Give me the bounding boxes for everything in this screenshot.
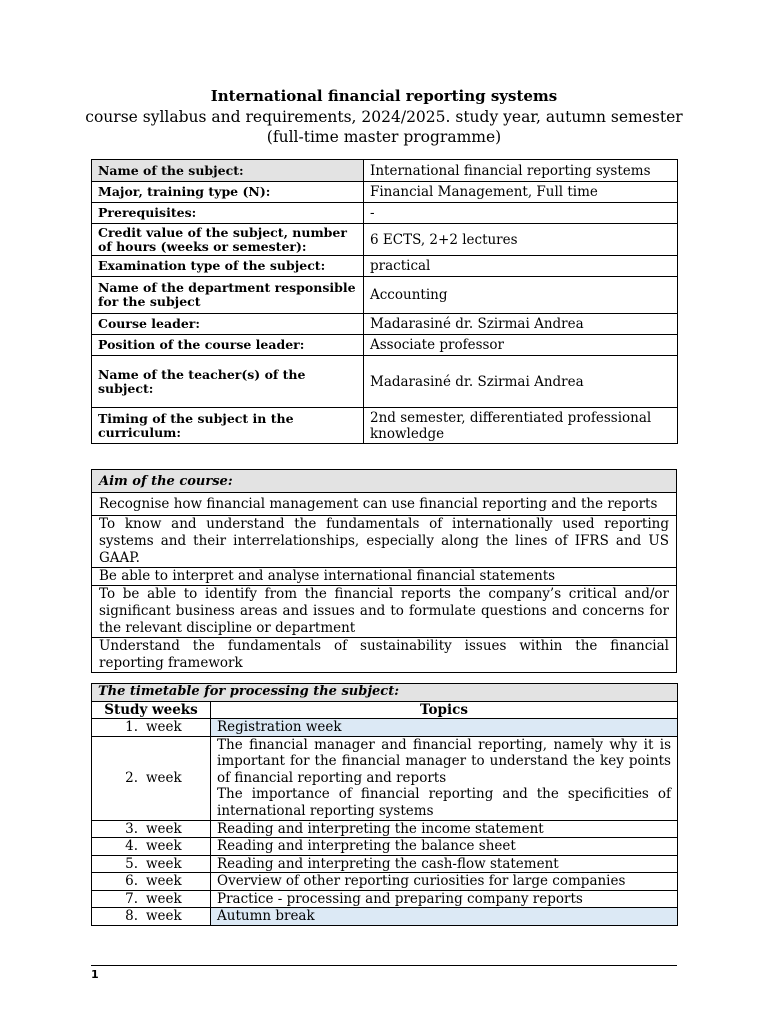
aim-item: Recognise how financial management can use financial reporting and the reports [92, 493, 677, 516]
timetable-table [91, 683, 678, 926]
table-row [92, 873, 678, 891]
topic-cell: Registration week [211, 719, 678, 737]
week-cell [92, 890, 211, 908]
subject-info-table [91, 159, 678, 444]
teachers-value: Madarasiné dr. Szirmai Andrea [364, 356, 678, 408]
week-label: week [146, 890, 182, 907]
timing-label: Timing of the subject in the curriculum: [92, 408, 364, 444]
table-row [92, 838, 678, 856]
timing-value: 2nd semester, differentiated professional knowledge [364, 408, 678, 444]
aim-item: Understand the fundamentals of sustainability issues within the financial reporting framework [92, 638, 677, 673]
topic-cell [211, 736, 678, 820]
document-subtitle-line2: (full-time master programme) [266, 128, 502, 146]
week-number: 5. [125, 855, 138, 872]
aim-heading: Aim of the course: [92, 470, 677, 493]
table-row [92, 408, 678, 444]
table-row [92, 182, 678, 203]
week-label: week [146, 820, 182, 837]
table-row [92, 256, 678, 277]
topic-cell: Reading and interpreting the balance sheet [211, 838, 678, 856]
week-number: 3. [125, 820, 138, 837]
department-value: Accounting [364, 277, 678, 314]
prerequisites-label: Prerequisites: [92, 203, 364, 224]
aim-item: To be able to identify from the financial reports the company’s critical and/or significant business areas and issues and to formulate questions and concerns for the relevant discipline or department [92, 586, 677, 638]
week-number: 7. [125, 890, 138, 907]
table-row [92, 638, 677, 673]
table-row [92, 890, 678, 908]
major-value: Financial Management, Full time [364, 182, 678, 203]
exam-type-value: practical [364, 256, 678, 277]
leader-position-value: Associate professor [364, 335, 678, 356]
subject-name-label: Name of the subject: [92, 160, 364, 182]
major-label: Major, training type (N): [92, 182, 364, 203]
topic-cell: Reading and interpreting the cash-flow statement [211, 855, 678, 873]
exam-type-label: Examination type of the subject: [92, 256, 364, 277]
credit-value-value: 6 ECTS, 2+2 lectures [364, 224, 678, 256]
week-cell [92, 820, 211, 838]
topic-paragraph: The financial manager and financial reporting, namely why it is important for the financial manager to understand the key points of financial reporting and reports [217, 736, 671, 786]
topic-cell: Overview of other reporting curiosities for large companies [211, 873, 678, 891]
document-title: International financial reporting systems [210, 87, 558, 105]
topic-paragraph: The importance of financial reporting and the specificities of international reporting systems [217, 786, 671, 819]
table-row [92, 701, 678, 719]
week-cell [92, 908, 211, 926]
table-row [92, 160, 678, 182]
table-row [92, 314, 678, 335]
week-label: week [146, 908, 182, 924]
prerequisites-value: - [364, 203, 678, 224]
table-row [92, 356, 678, 408]
timetable-heading: The timetable for processing the subject: [92, 684, 678, 702]
table-row [92, 203, 678, 224]
table-row [92, 855, 678, 873]
table-row [92, 820, 678, 838]
week-cell [92, 855, 211, 873]
table-row [92, 224, 678, 256]
aim-item: To know and understand the fundamentals of internationally used reporting systems and their interrelationships, especially along the lines of IFRS and US GAAP. [92, 516, 677, 568]
week-number: 4. [125, 838, 138, 854]
teachers-label: Name of the teacher(s) of the subject: [92, 356, 364, 408]
week-number: 1. [125, 719, 138, 735]
table-row [92, 277, 678, 314]
table-row [92, 719, 678, 737]
table-row [92, 586, 677, 638]
table-row [92, 493, 677, 516]
week-cell [92, 873, 211, 891]
topic-cell: Autumn break [211, 908, 678, 926]
department-label: Name of the department responsible for the subject [92, 277, 364, 314]
document-header [0, 86, 768, 147]
week-cell [92, 838, 211, 856]
week-label: week [146, 719, 182, 735]
aim-item: Be able to interpret and analyse international financial statements [92, 568, 677, 586]
table-row [92, 684, 678, 702]
week-label: week [146, 769, 182, 786]
subject-name-value: International financial reporting systems [364, 160, 678, 182]
course-leader-value: Madarasiné dr. Szirmai Andrea [364, 314, 678, 335]
week-cell [92, 736, 211, 820]
week-number: 2. [125, 769, 138, 786]
table-row [92, 516, 677, 568]
col-header-topics: Topics [211, 701, 678, 719]
col-header-weeks: Study weeks [92, 701, 211, 719]
table-row [92, 335, 678, 356]
credit-value-label: Credit value of the subject, number of hours (weeks or semester): [92, 224, 364, 256]
table-row [92, 568, 677, 586]
week-number: 6. [125, 873, 138, 889]
document-subtitle-line1: course syllabus and requirements, 2024/2025. study year, autumn semester [85, 108, 683, 126]
course-aim-table [91, 469, 677, 673]
page-number: 1 [91, 968, 99, 981]
week-label: week [146, 873, 182, 889]
week-label: week [146, 838, 182, 854]
week-label: week [146, 855, 182, 872]
leader-position-label: Position of the course leader: [92, 335, 364, 356]
topic-cell: Practice - processing and preparing company reports [211, 890, 678, 908]
table-row [92, 908, 678, 926]
table-row [92, 736, 678, 820]
footer-divider [91, 965, 677, 966]
week-cell [92, 719, 211, 737]
table-row [92, 470, 677, 493]
topic-cell: Reading and interpreting the income statement [211, 820, 678, 838]
course-leader-label: Course leader: [92, 314, 364, 335]
week-number: 8. [125, 908, 138, 924]
